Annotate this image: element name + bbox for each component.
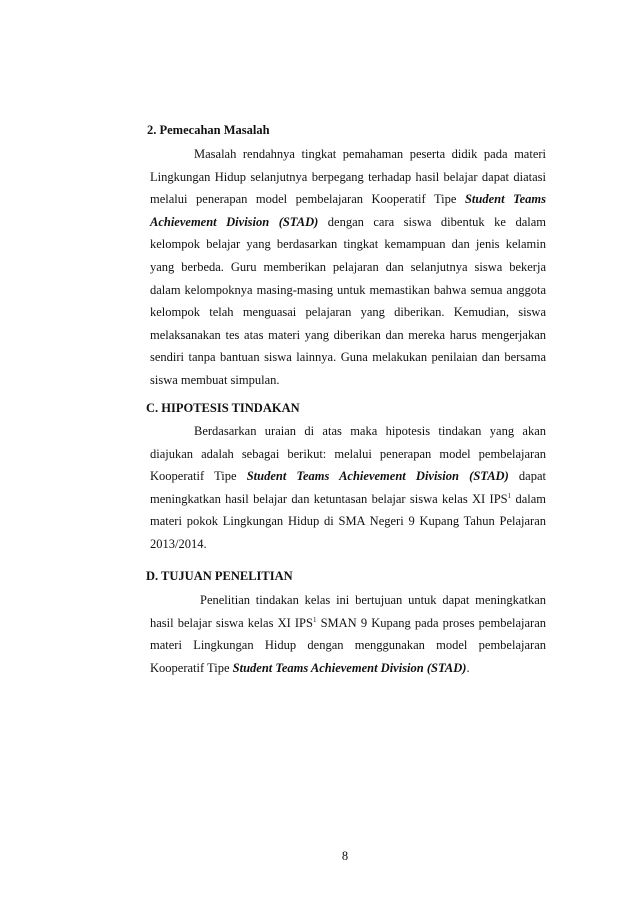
section-c-text-1: Berdasarkan uraian di atas maka hipotesis tindakan yang akan diajukan adalah sebagai berikut: melalui penerapan model pembelajaran Kooperatif Tipe — [150, 424, 546, 484]
section-c-text-2: dapat meningkatkan hasil belajar dan ketuntasan belajar siswa kelas XI IPS — [150, 469, 546, 506]
section-d-heading: D. TUJUAN PENELITIAN — [146, 569, 293, 583]
section-2-text-1: Masalah rendahnya tingkat pemahaman peserta didik pada materi Lingkungan Hidup selanjutnya berpegang terhadap hasil belajar dapat diatasi melalui penerapan model pembelajaran Kooperatif Tipe — [150, 147, 546, 207]
section-2-model-name: Student Teams Achievement Division (STAD) — [150, 192, 546, 229]
section-2-heading: 2. Pemecahan Masalah — [147, 123, 270, 137]
section-d-model-name: Student Teams Achievement Division (STAD) — [232, 660, 467, 675]
section-c-heading: C. HIPOTESIS TINDAKAN — [146, 401, 300, 415]
section-d-superscript: 1 — [312, 615, 317, 624]
section-c-text-3: dalam materi pokok Lingkungan Hidup di SMA Negeri 9 Kupang Tahun Pelajaran 2013/2014. — [150, 491, 546, 551]
page-number: 8 — [341, 849, 349, 863]
section-d-text-3: . — [466, 660, 470, 675]
section-c-model-name: Student Teams Achievement Division (STAD) — [246, 469, 509, 484]
section-d-text-2: SMAN 9 Kupang pada proses pembelajaran materi Lingkungan Hidup dengan menggunakan model pembelajaran Kooperatif Tipe — [150, 615, 546, 675]
section-d-text-1: Penelitian tindakan kelas ini bertujuan untuk dapat meningkatkan hasil belajar siswa kelas XI IPS — [150, 593, 546, 630]
section-c-paragraph — [150, 420, 546, 556]
section-2-text-2: dengan cara siswa dibentuk ke dalam kelompok belajar yang berdasarkan tingkat kemampuan dan jenis kelamin yang berbeda. Guru memberikan pelajaran dan selanjutnya siswa bekerja dalam kelompoknya masing-masing untuk memastikan bahwa semua anggota kelompok telah menguasai pelajaran yang diberikan. Kemudian, siswa melaksanakan tes atas materi yang diberikan dan mereka harus mengerjakan sendiri tanpa bantuan siswa lainnya. Guna melakukan penilaian dan bersama siswa membuat simpulan. — [150, 214, 546, 387]
section-d-paragraph — [150, 589, 546, 679]
section-2-paragraph — [150, 143, 546, 392]
section-c-superscript: 1 — [507, 491, 512, 500]
